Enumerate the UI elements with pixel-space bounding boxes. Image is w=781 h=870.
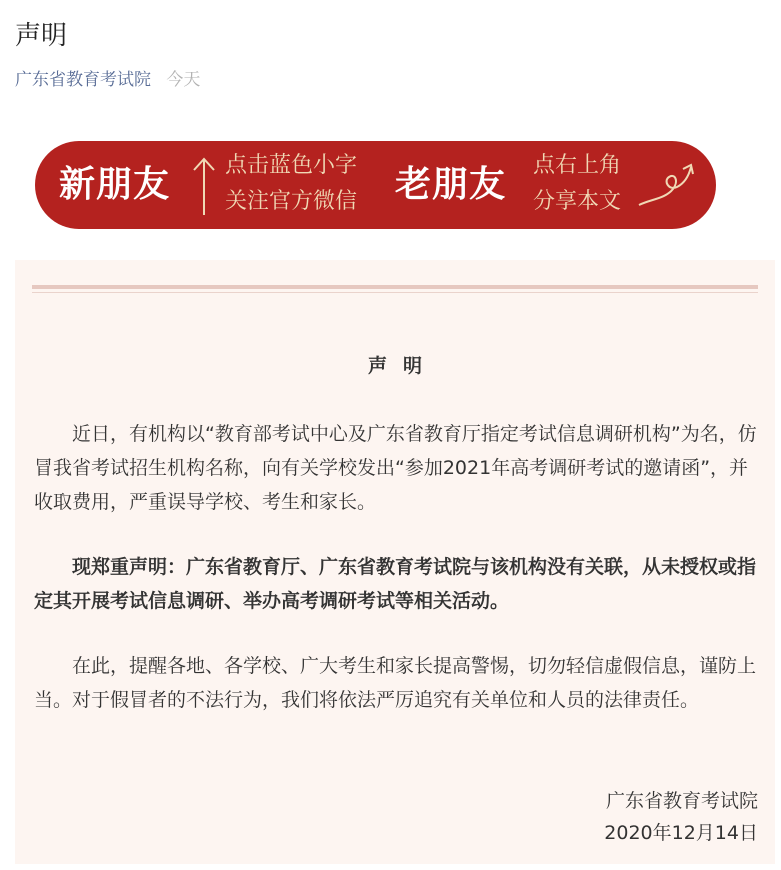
article-meta bbox=[15, 66, 200, 94]
curved-arrow-icon bbox=[635, 159, 699, 215]
statement-paragraph-3: 在此，提醒各地、各学校、广大考生和家长提高警惕，切勿轻信虚假信息，谨防上当。对于假冒者的不法行为，我们将依法严厉追究有关单位和人员的法律责任。 bbox=[34, 655, 757, 711]
decorative-rule bbox=[32, 285, 758, 289]
statement-paragraph-1: 近日，有机构以“教育部考试中心及广东省教育厅指定考试信息调研机构”为名，仿冒我省考试招生机构名称，向有关学校发出“参加2021年高考调研考试的邀请函”，并收取费用，严重误导学校、考生和家长。 bbox=[34, 423, 757, 513]
signature-organization: 广东省教育考试院 bbox=[605, 790, 758, 812]
statement-paragraph-2: 现郑重声明：广东省教育厅、广东省教育考试院与该机构没有关联，从未授权或指定其开展考试信息调研、举办高考调研考试等相关活动。 bbox=[34, 556, 757, 612]
banner-old-friend-line1: 点右上角 bbox=[533, 153, 622, 178]
decorative-rule-thin bbox=[32, 292, 758, 293]
arrow-up-icon bbox=[191, 153, 217, 219]
banner-new-friend-line1: 点击蓝色小字 bbox=[225, 153, 358, 178]
publish-time: 今天 bbox=[166, 70, 201, 90]
statement-heading: 声明 bbox=[367, 355, 438, 377]
banner-new-friend: 新朋友 bbox=[59, 164, 171, 205]
statement-card bbox=[15, 260, 775, 864]
banner-old-friend: 老朋友 bbox=[395, 164, 507, 205]
banner-old-friend-line2: 分享本文 bbox=[533, 189, 622, 214]
account-name-link[interactable]: 广东省教育考试院 bbox=[15, 70, 151, 90]
follow-share-banner[interactable] bbox=[35, 141, 716, 229]
banner-new-friend-line2: 关注官方微信 bbox=[225, 189, 358, 214]
article-title: 声明 bbox=[15, 21, 68, 51]
signature-date: 2020年12月14日 bbox=[604, 822, 758, 844]
